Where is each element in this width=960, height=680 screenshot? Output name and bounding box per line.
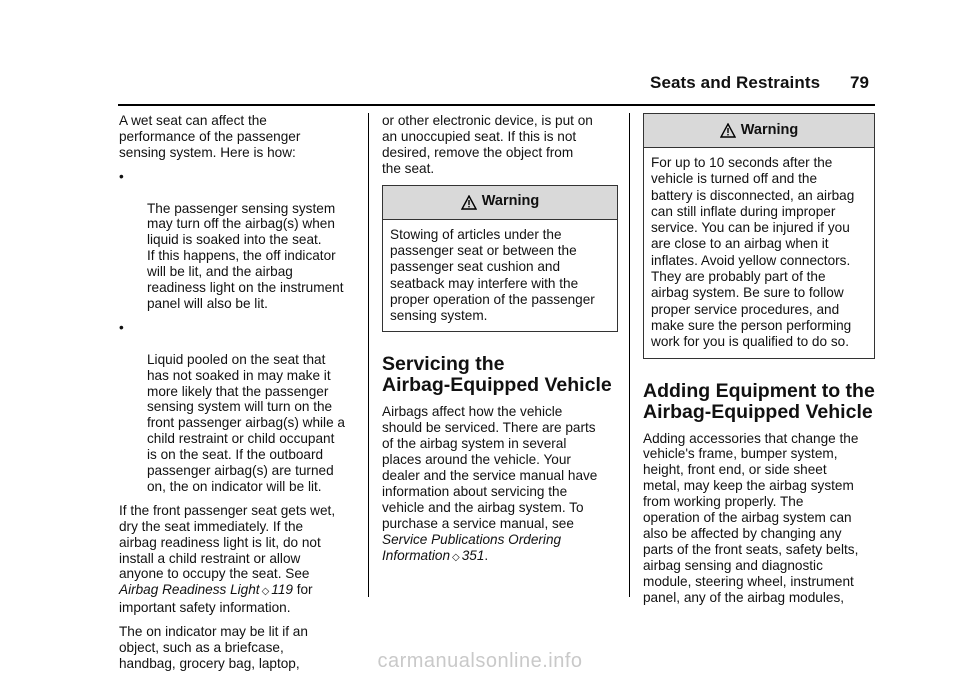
column-divider [629, 113, 630, 597]
warning-triangle-icon [720, 123, 736, 138]
page-number: 79 [850, 73, 869, 92]
cross-reference-page[interactable]: 119 [271, 582, 293, 598]
on-indicator-paragraph: The on indicator may be lit if an object, such as a briefcase, handbag, grocery bag, laptop, [119, 624, 308, 671]
column-2 [382, 113, 618, 573]
servicing-paragraph: Airbags affect how the vehicle should be serviced. There are parts of the airbag system in several places around the vehicle. Your dealer and the service manual have information about servicing the vehicle and the airbag system. To purchase a service manual, see Service Publications Ordering Information ◇ 351. [382, 404, 598, 563]
warning-box [382, 185, 618, 333]
cross-reference-link[interactable]: Service Publications Ordering Information [382, 531, 562, 563]
warning-header [383, 186, 617, 220]
list-item [119, 320, 364, 495]
warning-title: Warning [740, 121, 799, 138]
header-rule [118, 104, 875, 106]
watermark-text: carmanualsonline.info [377, 650, 583, 672]
continued-paragraph: or other electronic device, is put on an unoccupied seat. If this is not desired, remove the object from the seat. [382, 113, 593, 176]
bullet-marker: • [119, 168, 124, 184]
list-item [119, 169, 364, 312]
warning-title: Warning [481, 193, 540, 210]
page-ref-arrow-icon: ◇ [261, 586, 270, 598]
bullet-marker: • [119, 319, 124, 335]
section-heading: Adding Equipment to the Airbag-Equipped Vehicle [643, 379, 875, 423]
warning-body: Stowing of articles under the passenger seat or between the passenger seat cushion and seatback may interfere with the proper operation of the passenger sensing system. [390, 226, 595, 324]
warning-body: For up to 10 seconds after the vehicle is turned off and the battery is disconnected, an airbag can still inflate during improper service. You can be injured if you are close to an airbag when it inflates. Avoid yellow connectors. They are probably part of the airbag system. Be sure to follow proper service procedures, and make sure the person performing work for you is qualified to do so. [651, 155, 855, 350]
warning-triangle-icon [461, 195, 477, 210]
bullet-text: Liquid pooled on the seat that has not soaked in may make it more likely that the passenger sensing system will turn on the front passenger airbag(s) while a child restraint or child occupant is on the seat. If the outboard passenger airbag(s) are turned on, the on indicator will be lit. [147, 351, 345, 494]
page-ref-arrow-icon: ◇ [452, 551, 460, 563]
bullet-text: The passenger sensing system may turn off the airbag(s) when liquid is soaked into the seat. If this happens, the off indicator will be lit, and the airbag readiness light on the instrument panel will also be lit. [147, 200, 344, 311]
column-divider [368, 113, 369, 597]
warning-box [643, 113, 875, 359]
section-heading: Servicing the Airbag-Equipped Vehicle [382, 353, 612, 397]
intro-paragraph: A wet seat can affect the performance of the passenger sensing system. Here is how: [119, 113, 301, 160]
page-header-section-title: Seats and Restraints [650, 73, 821, 92]
cross-reference-page[interactable]: 351 [461, 547, 485, 563]
column-3 [643, 113, 875, 614]
column-1 [119, 113, 364, 680]
wet-seat-paragraph: If the front passenger seat gets wet, dry the seat immediately. If the airbag readiness light is lit, do not install a child restraint or allow anyone to occupy the seat. See Airbag Readiness Light ◇ 119 for important safety information. [119, 502, 336, 616]
warning-header [644, 114, 874, 148]
adding-equipment-paragraph: Adding accessories that change the vehicle's frame, bumper system, height, front end, or side sheet metal, may keep the airbag system from working properly. The operation of the airbag system can also be affected by changing any parts of the front seats, safety belts, airbag sensing and diagnostic module, steering wheel, instrument panel, any of the airbag modules, [643, 430, 859, 605]
cross-reference-link[interactable]: Airbag Readiness Light [119, 582, 260, 598]
